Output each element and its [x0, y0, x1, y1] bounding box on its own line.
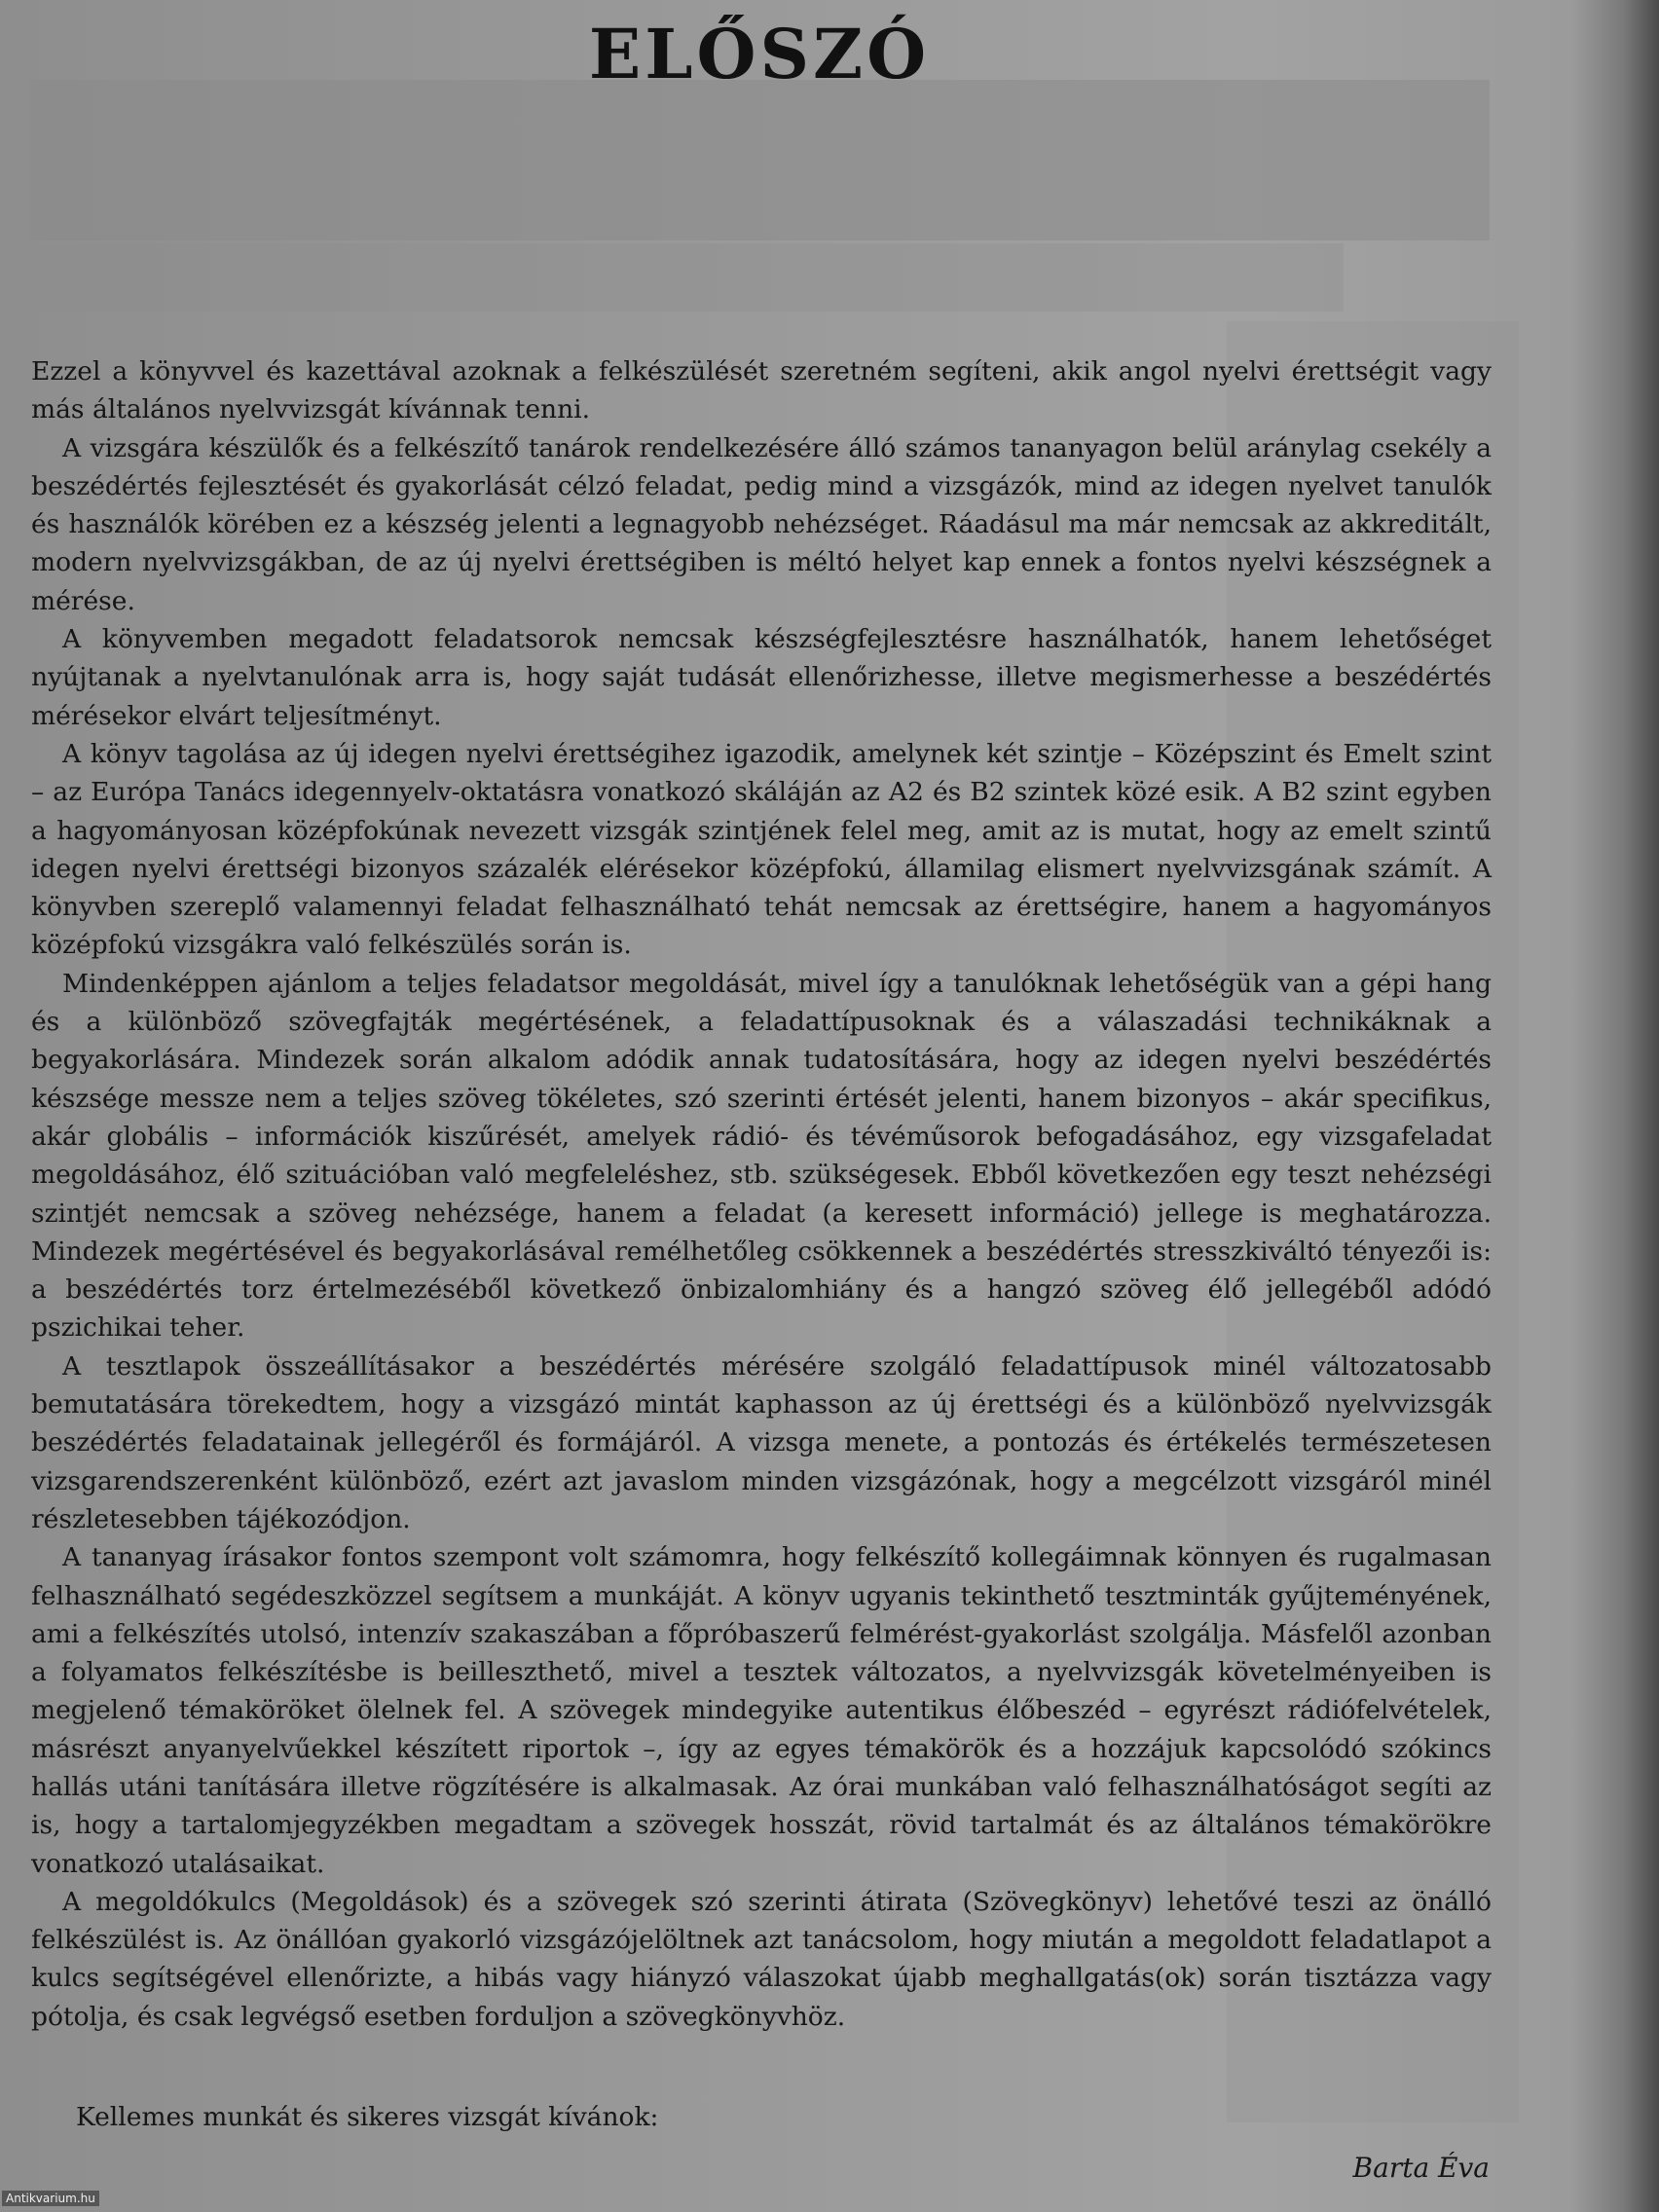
paragraph: A tesztlapok összeállításakor a beszédértés mérésére szolgáló feladattípusok minél változatosabb bemutatására törekedtem, hogy a vizsgázó mintát kaphasson az új érettségi és a különböző nyelvvizsgák beszédértés feladatainak jellegéről és formájáról. A vizsga menete, a pontozás és értékelés természetesen vizsgarendszerenként különböző, ezért azt javaslom minden vizsgázónak, hogy a megcélzott vizsgáról minél részletesebben tájékozódjon. — [31, 1350, 1492, 1534]
paragraph: A vizsgára készülők és a felkészítő tanárok rendelkezésére álló számos tananyagon belül aránylag csekély a beszédértés fejlesztését és gyakorlását célzó feladat, pedig mind a vizsgázók, mind az idegen nyelvet tanulók és használók körében ez a készség jelenti a legnagyobb nehézséget. Ráadásul ma már nemcsak az akkreditált, modern nyelvvizsgákban, de az új nyelvi érettségiben is méltó helyet kap ennek a fontos nyelvi készségnek a mérése. — [31, 432, 1492, 616]
page-spine-shadow — [1571, 0, 1659, 2212]
paragraph: A megoldókulcs (Megoldások) és a szövegek szó szerinti átirata (Szövegkönyv) lehetővé teszi az önálló felkészülést is. Az önállóan gyakorló vizsgázójelöltnek azt tanácsolom, hogy miután a megoldott feladatlapot a kulcs segítségével ellenőrizte, a hibás vagy hiányzó válaszokat újabb meghallgatás(ok) során tisztázza vagy pótolja, és csak legvégső esetben forduljon a szövegkönyvhöz. — [31, 1886, 1492, 2032]
paragraph: Ezzel a könyvvel és kazettával azoknak a felkészülését szeretném segíteni, akik angol nyelvi érettségit vagy más általános nyelvvizsgát kívánnak tenni. — [31, 356, 1492, 425]
paragraph: A könyvemben megadott feladatsorok nemcsak készségfejlesztésre használhatók, hanem lehetőséget nyújtanak a nyelvtanulónak arra is, hogy saját tudását ellenőrizhesse, illetve megismerhesse a beszédértés mérésekor elvárt teljesítményt. — [31, 624, 1492, 731]
show-through-band — [29, 80, 1490, 240]
closing-line: Kellemes munkát és sikeres vizsgát kívánok: — [76, 2102, 659, 2132]
paragraph: Mindenképpen ajánlom a teljes feladatsor megoldását, mivel így a tanulóknak lehetőségük van a gépi hang és a különböző szövegfajták megértésének, a feladattípusoknak és a válaszadási technikáknak a begyakorlására. Mindezek során alkalom adódik annak tudatosítására, hogy az idegen nyelvi beszédértés készsége messze nem a teljes szöveg tökéletes, szó szerinti értését jelenti, hanem bizonyos – akár specifikus, akár globális – információk kiszűrését, amelyek rádió- és tévéműsorok befogadásához, egy vizsgafeladat megoldásához, élő szituációban való megfeleléshez, stb. szükségesek. Ebből következően egy teszt nehézségi szintjét nemcsak a szöveg nehézsége, hanem a feladat (a keresett információ) jellege is meghatározza. Mindezek megértésével és begyakorlásával remélhetőleg csökkennek a beszédértés stresszkiváltó tényezői is: a beszédértés torz értelmezéséből következő önbizalomhiány és a hangzó szöveg élő jellegéből adódó pszichikai teher. — [31, 968, 1492, 1344]
watermark: Antikvarium.hu — [2, 2191, 99, 2206]
preface-body — [31, 352, 1492, 2036]
author-signature: Barta Éva — [1352, 2152, 1490, 2184]
paragraph: A könyv tagolása az új idegen nyelvi érettségihez igazodik, amelynek két szintje – Középszint és Emelt szint – az Európa Tanács idegennyelv-oktatásra vonatkozó skáláján az A2 és B2 szintek közé esik. A B2 szint egyben a hagyományosan középfokúnak nevezett vizsgák szintjének felel meg, amit az is mutat, hogy az emelt szintű idegen nyelvi érettségi bizonyos százalék elérésekor középfokú, államilag elismert nyelvvizsgának számít. A könyvben szereplő valamennyi feladat felhasználható tehát nemcsak az érettségire, hanem a hagyományos középfokú vizsgákra való felkészülés során is. — [31, 738, 1492, 961]
page-title: ELŐSZÓ — [588, 14, 931, 94]
paragraph: A tananyag írásakor fontos szempont volt számomra, hogy felkészítő kollegáimnak könnyen és rugalmasan felhasználható segédeszközzel segítsem a munkáját. A könyv ugyanis tekinthető tesztminták gyűjteményének, ami a felkészítés utolsó, intenzív szakaszában a főpróbaszerű felmérést-gyakorlást szolgálja. Másfelől azonban a folyamatos felkészítésbe is beilleszthető, mivel a tesztek változatos, a nyelvvizsgák követelményeiben is megjelenő témaköröket ölelnek fel. A szövegek mindegyike autentikus élőbeszéd – egyrészt rádiófelvételek, másrészt anyanyelvűekkel készített riportok –, így az egyes témakörök és a hozzájuk kapcsolódó szókincs hallás utáni tanítására illetve rögzítésére is alkalmasak. Az órai munkában való felhasználhatóságot segíti az is, hogy a tartalomjegyzékben megadtam a szövegek hosszát, rövid tartalmát és az általános témakörökre vonatkozó utalásaikat. — [31, 1542, 1492, 1879]
show-through-band — [29, 243, 1344, 312]
